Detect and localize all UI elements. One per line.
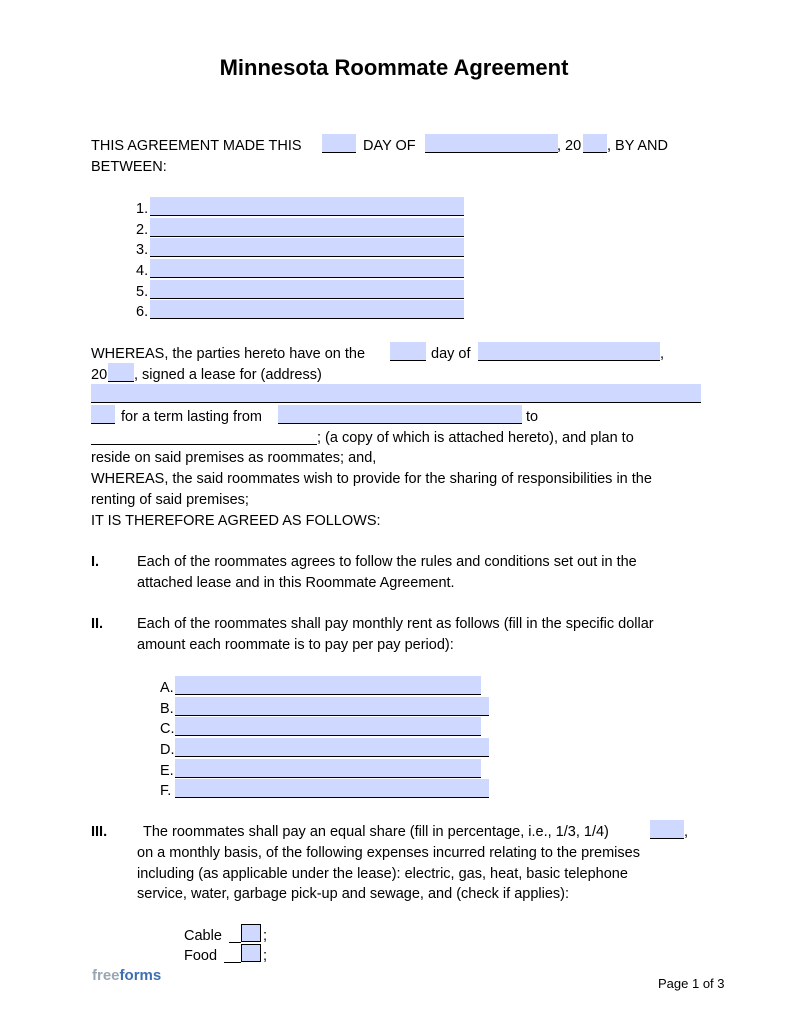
whereas-copy: ; (a copy of which is attached hereto), and plan to <box>317 430 634 446</box>
party-number: 6. <box>136 304 149 320</box>
intro-day-of: DAY OF <box>363 138 416 154</box>
document-title: Minnesota Roommate Agreement <box>219 55 569 80</box>
lease-address-field[interactable] <box>91 384 701 403</box>
whereas2-line: renting of said premises; <box>91 492 249 508</box>
cable-checkbox[interactable] <box>241 924 261 942</box>
whereas-term: for a term lasting from <box>121 409 263 425</box>
party-name-field-2[interactable] <box>150 218 464 237</box>
logo-forms-text: forms <box>119 967 162 984</box>
party-name-field-1[interactable] <box>150 197 464 216</box>
food-semicolon: ; <box>263 948 268 964</box>
rent-field-d[interactable] <box>175 738 489 757</box>
rent-field-f[interactable] <box>175 779 489 798</box>
rent-item-letter: C. <box>160 721 175 737</box>
intro-by-and: , BY AND <box>607 138 668 154</box>
party-number: 1. <box>136 201 149 217</box>
whereas-signed: , signed a lease for (address) <box>134 367 322 383</box>
party-number: 4. <box>136 263 149 279</box>
logo-free-text: free <box>92 967 120 984</box>
section-3-comma: , <box>684 824 689 840</box>
whereas-year-prefix: 20 <box>91 367 108 383</box>
agreed-heading: IT IS THEREFORE AGREED AS FOLLOWS: <box>91 513 381 529</box>
party-name-field-3[interactable] <box>150 238 464 257</box>
whereas-to: to <box>526 409 539 425</box>
rent-item-letter: E. <box>160 763 174 779</box>
party-number: 3. <box>136 242 149 258</box>
intro-year-prefix: , 20 <box>557 138 582 154</box>
rent-field-c[interactable] <box>175 717 481 736</box>
agreement-month-field[interactable] <box>425 134 558 153</box>
agreement-day-field[interactable] <box>322 134 356 153</box>
section-3-line: The roommates shall pay an equal share (fill in percentage, i.e., 1/3, 1/4) <box>143 824 609 840</box>
intro-between: BETWEEN: <box>91 159 167 175</box>
section-2-line: Each of the roommates shall pay monthly rent as follows (fill in the specific dollar <box>137 616 654 632</box>
rent-item-letter: A. <box>160 680 174 696</box>
party-name-field-4[interactable] <box>150 259 464 278</box>
lease-address-field-cont[interactable] <box>91 405 115 424</box>
rent-field-e[interactable] <box>175 759 481 778</box>
lease-month-field[interactable] <box>478 342 660 361</box>
whereas-comma: , <box>660 346 665 362</box>
section-3-numeral: III. <box>91 824 108 840</box>
party-name-field-6[interactable] <box>150 300 464 319</box>
lease-year-field[interactable] <box>108 363 134 382</box>
cable-underline <box>229 924 241 943</box>
party-number: 2. <box>136 222 149 238</box>
whereas-lead: WHEREAS, the parties hereto have on the <box>91 346 366 362</box>
freeforms-logo <box>92 966 161 986</box>
cable-label: Cable <box>184 928 222 944</box>
term-start-field[interactable] <box>278 405 522 424</box>
party-name-field-5[interactable] <box>150 280 464 299</box>
section-2-line: amount each roommate is to pay per pay period): <box>137 637 454 653</box>
whereas-day-of: day of <box>431 346 471 362</box>
rent-field-a[interactable] <box>175 676 481 695</box>
whereas2-line: WHEREAS, the said roommates wish to provide for the sharing of responsibilities in the <box>91 471 652 487</box>
food-underline <box>224 944 241 963</box>
food-label: Food <box>184 948 218 964</box>
section-1-numeral: I. <box>91 554 100 570</box>
intro-lead: THIS AGREEMENT MADE THIS <box>91 138 302 154</box>
rent-field-b[interactable] <box>175 697 489 716</box>
term-end-field[interactable] <box>91 426 317 445</box>
lease-day-field[interactable] <box>390 342 426 361</box>
section-2-numeral: II. <box>91 616 104 632</box>
section-1-line: Each of the roommates agrees to follow the rules and conditions set out in the <box>137 554 637 570</box>
section-3-line: service, water, garbage pick-up and sewage, and (check if applies): <box>137 886 570 902</box>
section-1-line: attached lease and in this Roommate Agreement. <box>137 575 455 591</box>
page-number: Page 1 of 3 <box>658 976 725 991</box>
section-3-line: on a monthly basis, of the following expenses incurred relating to the premises <box>137 845 640 861</box>
party-number: 5. <box>136 284 149 300</box>
rent-item-letter: D. <box>160 742 175 758</box>
whereas-reside: reside on said premises as roommates; and, <box>91 450 377 466</box>
food-checkbox[interactable] <box>241 944 261 962</box>
percentage-field[interactable] <box>650 820 684 839</box>
rent-item-letter: F. <box>160 783 172 799</box>
cable-semicolon: ; <box>263 928 268 944</box>
agreement-year-field[interactable] <box>583 134 607 153</box>
rent-item-letter: B. <box>160 701 174 717</box>
section-3-line: including (as applicable under the lease): electric, gas, heat, basic telephone <box>137 866 628 882</box>
